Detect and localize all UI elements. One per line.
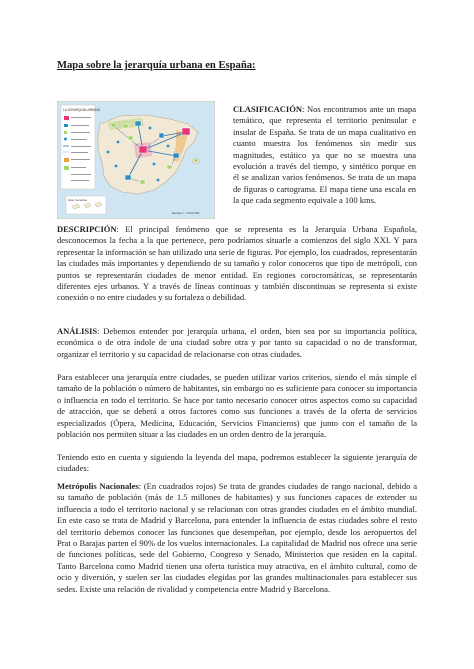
legend-swatch-regional	[64, 124, 68, 127]
city-zaragoza-square	[159, 133, 164, 138]
document-title: Mapa sobre la jerarquía urbana en España:	[57, 60, 256, 71]
legend-line-9	[71, 174, 91, 175]
legend-line-1	[71, 117, 91, 118]
city-dot-5	[167, 145, 170, 148]
clasificacion-text: : Nos encontramos ante un mapa temático, que representa el territorio peninsular e insular de España. Se trata de un mapa cualitativo en cuanto muestra los fenómenos sin medir sus magnitudes, estático ya que no se muestra una evolución a través del tiempo, y sintético porque en él se analizan varios fenómenos. Se trata de un mapa de figuras o cartograma. El mapa tiene una escala en la que cada segmento equivale a 100 kms.	[233, 104, 416, 206]
city-palma-square	[194, 159, 198, 162]
criterios-paragraph: Para establecer una jerarquía entre ciudades, se pueden utilizar varios criterios, siendo el más simple el tamaño de la población o número de habitantes, sin embargo no es suficiente para conocer su importancia o influencia en todo el territorio. Se hace por tanto necesario conocer otros aspectos como su capacidad de atracción, que se deberá a otros factores como sus funciones a través de la oferta de servicios especializados (Ópera, Medicina, Educación, Servicios Financieros) que junto con el tamaño de la población nos permiten situar a las ciudades en un orden dentro de la jerarquía.	[57, 372, 417, 440]
city-madrid-square	[139, 146, 147, 153]
legend-line-6	[71, 152, 88, 153]
legend-line-7	[71, 159, 90, 160]
leyenda-paragraph: Teniendo esto en cuenta y siguiendo la leyenda del mapa, podremos establecer la siguiente jerarquía de ciudades:	[57, 452, 417, 474]
map-legend-title: LA JERARQUÍA URBANA	[63, 108, 100, 112]
legend-swatch-city-dot	[64, 138, 67, 141]
clasificacion-paragraph	[233, 104, 416, 207]
analisis-label: ANÁLISIS	[57, 326, 98, 336]
analisis-paragraph	[57, 326, 417, 360]
city-sevilla-square	[125, 175, 131, 180]
city-dot-1	[117, 141, 120, 144]
metropolis-text: : (En cuadrados rojos) Se trata de grandes ciudades de rango nacional, debido a su tamaño de población (más de 1.5 millones de habitantes) y sus funciones capaces de extender su influencia a todo el territorio nacional y se relacionan con otras grandes ciudades en el ámbito mundial. En este caso se trata de Madrid y Barcelona, para entender la influencia de estas ciudades sobre el resto del territorio debemos conocer las funciones que desempeñan, por ejemplo, desde los aeropuertos del Prat o Barajas parten el 90% de los vuelos internacionales. La capitalidad de Madrid nos ofrece una serie de funciones políticas, sede del Gobierno, Congreso y Senado, Ministerios que residen en la capital. Tanto Barcelona como Madrid tienen una oferta turística muy atractiva, en el ámbito cultural, como de ocio y diversión, y suelen ser las ciudades elegidas por las grandes multinacionales para establecer sus sedes. Existe una relación de rivalidad y competencia entre Madrid y Barcelona.	[57, 481, 417, 594]
descripcion-label: DESCRIPCIÓN	[57, 224, 117, 234]
analisis-text: : Debemos entender por jerarquía urbana, el orden, bien sea por su importancia política, económica o de otra índole de una ciudad sobre otra y por tanto su capacidad o no de transformar, organizar el territorio y su capacidad de relacionarse con otras ciudades.	[57, 326, 417, 359]
city-oviedo-square	[123, 124, 128, 128]
city-valencia-square	[173, 153, 179, 158]
map-scale-note: Escala 1 : 6 000 000	[172, 211, 200, 215]
legend-swatch-metropolis	[64, 116, 69, 120]
legend-line-10	[71, 180, 89, 181]
city-dot-6	[157, 179, 160, 182]
spain-map-illustration	[58, 102, 214, 218]
legend-line-3	[71, 132, 90, 133]
legend-line-8	[71, 167, 86, 168]
city-malaga-square	[140, 180, 145, 184]
legend-line-5	[71, 146, 91, 147]
city-murcia-square	[167, 165, 172, 169]
legend-line-4	[71, 139, 87, 140]
metropolis-label: Metrópolis Nacionales	[57, 481, 139, 491]
descripcion-paragraph	[57, 224, 417, 304]
metropolis-paragraph	[57, 481, 417, 595]
legend-swatch-area	[64, 166, 69, 170]
canary-islands-label: Islas Canarias	[68, 198, 88, 202]
city-barcelona-square	[182, 128, 190, 135]
clasificacion-label: CLASIFICACIÓN	[233, 104, 302, 114]
city-dot-4	[149, 127, 152, 130]
city-coruna-square	[111, 123, 116, 127]
legend-swatch-subregional	[64, 131, 67, 134]
city-dot-7	[107, 151, 110, 154]
legend-swatch-axis	[64, 158, 69, 162]
city-valladolid-square	[128, 136, 133, 140]
city-bilbao-square	[135, 121, 141, 126]
city-dot-2	[153, 163, 156, 166]
legend-line-2	[71, 125, 89, 126]
descripcion-text: : El principal fenómeno que se representa es la Jerarquía Urbana Española, desconocemos la fecha a la que pertenece, pero podríamos situarle a comienzos del siglo XXI. Y para representar la información se han utilizado una serie de figuras. Por ejemplo, los cuadrados, representarán las ciudades más importantes y dependiendo de su tamaño y color conoceros que tipo de metrópoli, con puntos se representarán ciudades de menor entidad. En regiones corocromáticas, se representarán diferentes ejes urbanos. Y a través de líneas continuas y también discontinuas se representa si existe conexión o no entre ciudades y su fortaleza o debilidad.	[57, 224, 417, 303]
urban-hierarchy-map-figure	[57, 101, 215, 219]
city-dot-3	[115, 165, 118, 168]
